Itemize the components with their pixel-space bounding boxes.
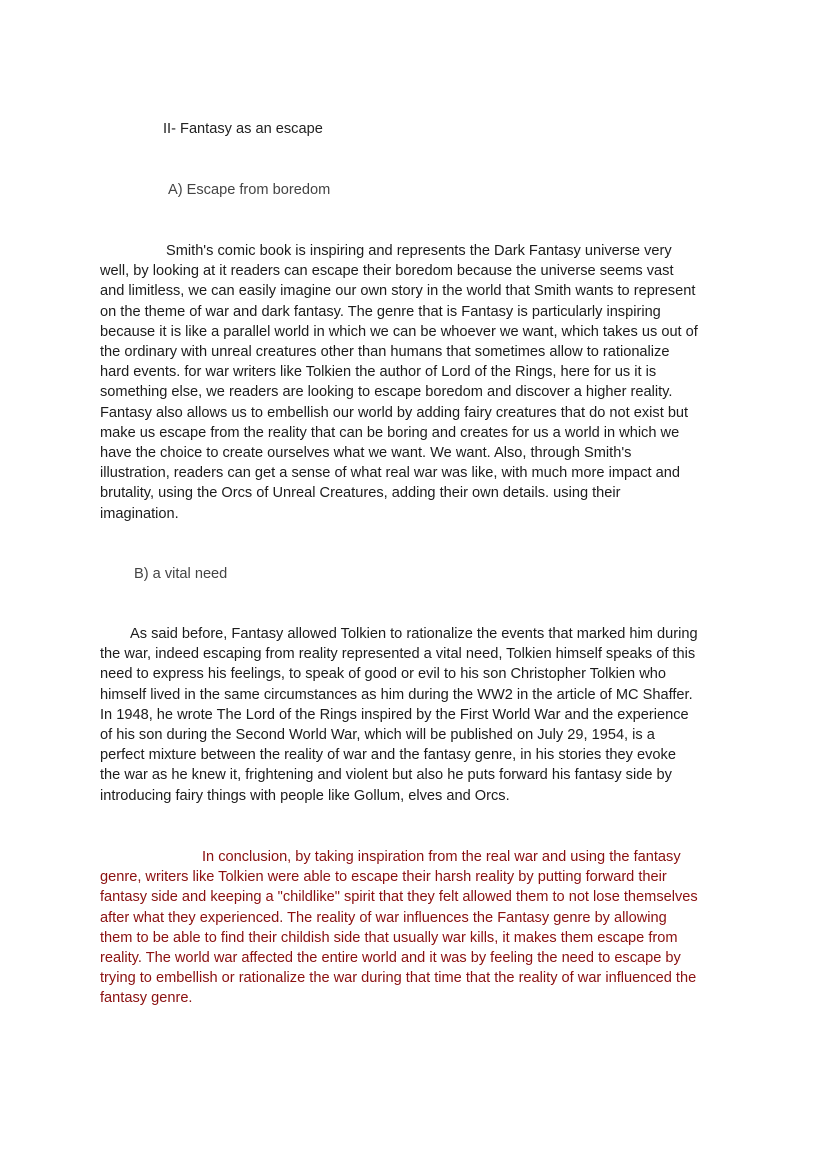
paragraph-line: fantasy side and keeping a "childlike" spirit that they felt allowed them to not lose themselves bbox=[100, 889, 698, 906]
paragraph-line: introducing fairy things with people like Gollum, elves and Orcs. bbox=[100, 787, 510, 804]
paragraph-line: trying to embellish or rationalize the war during that time that the reality of war influenced the bbox=[100, 970, 697, 987]
conclusion-paragraph bbox=[100, 847, 732, 1009]
subsection-a-paragraph bbox=[100, 241, 732, 524]
paragraph-line: perfect mixture between the reality of war and the fantasy genre, in his stories they evoke bbox=[100, 747, 676, 764]
paragraph-line: In conclusion, by taking inspiration from the real war and using the fantasy bbox=[202, 849, 681, 865]
paragraph-line: them to be able to find their childish side that usually war kills, it makes them escape from bbox=[100, 929, 678, 946]
paragraph-line: well, by looking at it readers can escape their boredom because the universe seems vast bbox=[100, 263, 674, 280]
paragraph-line: imagination. bbox=[100, 505, 179, 522]
subsection-a-title: A) Escape from boredom bbox=[168, 182, 331, 198]
paragraph-line: on the theme of war and dark fantasy. The genre that is Fantasy is particularly inspiring bbox=[100, 303, 661, 320]
paragraph-line: hard events. for war writers like Tolkien the author of Lord of the Rings, here for us it is bbox=[100, 364, 657, 381]
paragraph-line: Smith's comic book is inspiring and represents the Dark Fantasy universe very bbox=[166, 243, 672, 259]
paragraph-line: the ordinary with unreal creatures other than humans that sometimes allow to rationalize bbox=[100, 344, 670, 361]
paragraph-line: the war as he knew it, frightening and violent but also he puts forward his fantasy side by bbox=[100, 767, 672, 784]
paragraph-line: illustration, readers can get a sense of what real war was like, with much more impact and bbox=[100, 465, 680, 482]
paragraph-line: of his son during the Second World War, which will be published on July 29, 1954, is a bbox=[100, 727, 655, 744]
section-title: II- Fantasy as an escape bbox=[163, 121, 323, 137]
paragraph-line: because it is like a parallel world in which we can be whoever we want, which takes us out of bbox=[100, 323, 698, 340]
paragraph-line: something else, we readers are looking to escape boredom and discover a higher reality. bbox=[100, 384, 673, 401]
subsection-b-title: B) a vital need bbox=[134, 566, 228, 582]
paragraph-line: In 1948, he wrote The Lord of the Rings inspired by the First World War and the experience bbox=[100, 706, 689, 723]
paragraph-line: make us escape from the reality that can be boring and creates for us a world in which we bbox=[100, 424, 680, 441]
paragraph-line: genre, writers like Tolkien were able to escape their harsh reality by putting forward their bbox=[100, 869, 667, 886]
subsection-b-paragraph bbox=[100, 624, 732, 806]
paragraph-line: Fantasy also allows us to embellish our world by adding fairy creatures that do not exist but bbox=[100, 404, 689, 421]
paragraph-line: himself lived in the same circumstances as him during the WW2 in the article of MC Shaffer. bbox=[100, 686, 693, 703]
paragraph-line: after what they experienced. The reality of war influences the Fantasy genre by allowing bbox=[100, 909, 667, 926]
paragraph-line: the war, indeed escaping from reality represented a vital need, Tolkien himself speaks of this bbox=[100, 646, 696, 663]
paragraph-line: have the choice to create ourselves what we want. We want. Also, through Smith's bbox=[100, 445, 632, 462]
paragraph-line: As said before, Fantasy allowed Tolkien to rationalize the events that marked him during bbox=[130, 626, 698, 642]
paragraph-line: fantasy genre. bbox=[100, 990, 193, 1007]
paragraph-line: need to express his feelings, to speak of good or evil to his son Christopher Tolkien who bbox=[100, 666, 666, 683]
paragraph-line: reality. The world war affected the entire world and it was by feeling the need to escape by bbox=[100, 950, 681, 967]
paragraph-line: and limitless, we can easily imagine our own story in the world that Smith wants to represent bbox=[100, 283, 696, 300]
paragraph-line: brutality, using the Orcs of Unreal Creatures, adding their own details. using their bbox=[100, 485, 621, 502]
